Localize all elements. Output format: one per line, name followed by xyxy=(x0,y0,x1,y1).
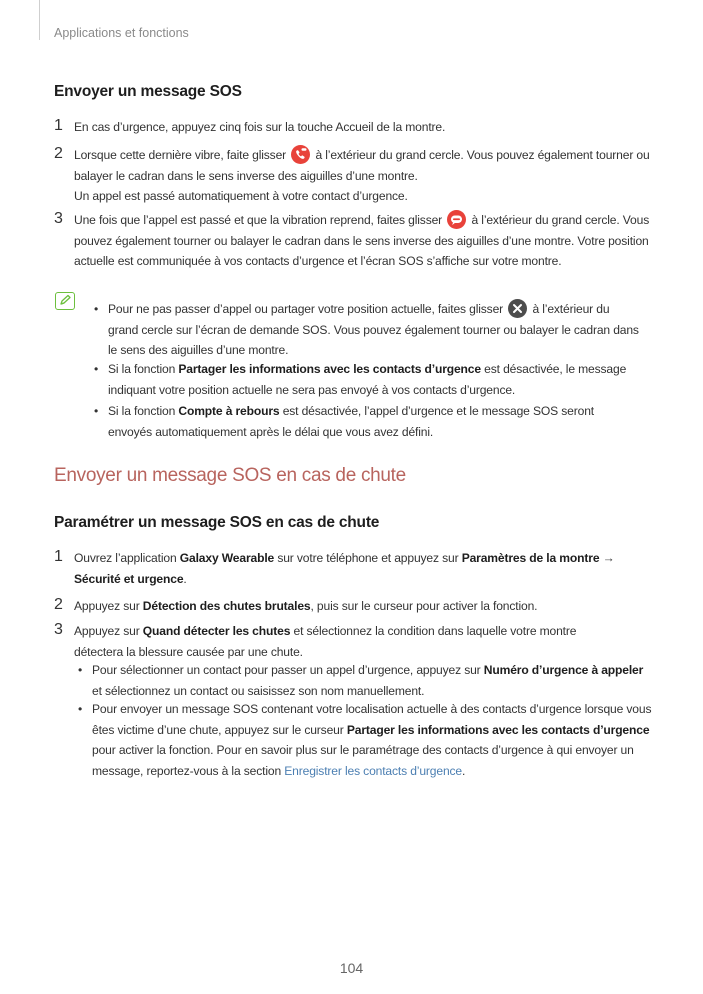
running-head: Applications et fonctions xyxy=(54,26,189,40)
note-pencil-icon xyxy=(55,292,75,310)
bullet-2: • Pour envoyer un message SOS contenant votre localisation actuelle à des contacts d’urgence lorsque vous êtes victime d’une chute, appuyez sur le curseur Partager les informations avec les contacts d’urgence pour activer la fonction. Pour en savoir plus sur le paramétrage des contacts d’urgence à qui envoyer un message, reportez-vous à la section Enregistrer les contacts d’urgence. xyxy=(78,702,652,778)
step-2: 2 Appuyez sur Détection des chutes brutales, puis sur le curseur pour activer la fonction. xyxy=(54,596,538,613)
subsection-title: Paramétrer un message SOS en cas de chute xyxy=(54,514,380,531)
step-text: Une fois que l’appel est passé et que la vibration reprend, faites glisser xyxy=(74,213,443,227)
note-item-3: • Si la fonction Compte à rebours est désactivée, l’appel d’urgence et le message SOS seront envoyés automatiquement après le délai que vous avez défini. xyxy=(94,404,594,439)
note-item-2: • Si la fonction Partager les informations avec les contacts d’urgence est désactivée, le message indiquant votre position actuelle ne sera pas envoyé à vos contacts d’urgence. xyxy=(94,362,627,397)
step-number: 3 xyxy=(54,210,63,227)
emergency-contacts-link[interactable]: Enregistrer les contacts d’urgence xyxy=(284,763,462,778)
step-1: 1 Ouvrez l’application Galaxy Wearable sur votre téléphone et appuyez sur Paramètres de la montre → Sécurité et urgence. xyxy=(54,548,615,586)
close-icon xyxy=(508,299,527,318)
note-item-1: • Pour ne pas passer d’appel ou partager votre position actuelle, faites glisser à l’extérieur du grand cercle sur l’écran de demande SOS. Vous pouvez également tourner ou balayer le cadran dans le sens des aiguilles d’une montre. xyxy=(94,299,639,361)
step-text: Lorsque cette dernière vibre, faite glisser xyxy=(74,148,287,162)
sos-call-icon xyxy=(291,145,310,164)
section-title-fall: Envoyer un message SOS en cas de chute xyxy=(54,465,406,486)
step-3: 3 Appuyez sur Quand détecter les chutes et sélectionnez la condition dans laquelle votre montre détectera la blessure causée par une chute. xyxy=(54,621,577,659)
step-number: 1 xyxy=(54,117,63,134)
step-1 xyxy=(54,117,654,138)
step-2: 2 Lorsque cette dernière vibre, faite glisser à l’extérieur du grand cercle. Vous pouvez également tourner ou balayer le cadran dans le sens inverse des aiguilles d’une montre. Un appel est passé automatiquement à votre contact d’urgence. xyxy=(54,145,650,203)
step-3: 3 Une fois que l’appel est passé et que la vibration reprend, faites glisser à l’extérieur du grand cercle. Vous pouvez également tourner ou balayer le cadran dans le sens inverse des aiguilles d’une montre. Votre position actuelle est communiquée à vos contacts d’urgence et l’écran SOS s’affiche sur votre montre. xyxy=(54,210,650,268)
sos-message-icon xyxy=(447,210,466,229)
step-number: 2 xyxy=(54,145,63,162)
bullet-1: • Pour sélectionner un contact pour passer un appel d’urgence, appuyez sur Numéro d’urgence à appeler et sélectionnez un contact ou saisissez son nom manuellement. xyxy=(78,663,644,698)
header-rule xyxy=(39,0,40,40)
step-text: En cas d’urgence, appuyez cinq fois sur la touche Accueil de la montre. xyxy=(74,120,446,134)
page-number: 104 xyxy=(339,960,364,976)
section-title-sos: Envoyer un message SOS xyxy=(54,83,242,100)
